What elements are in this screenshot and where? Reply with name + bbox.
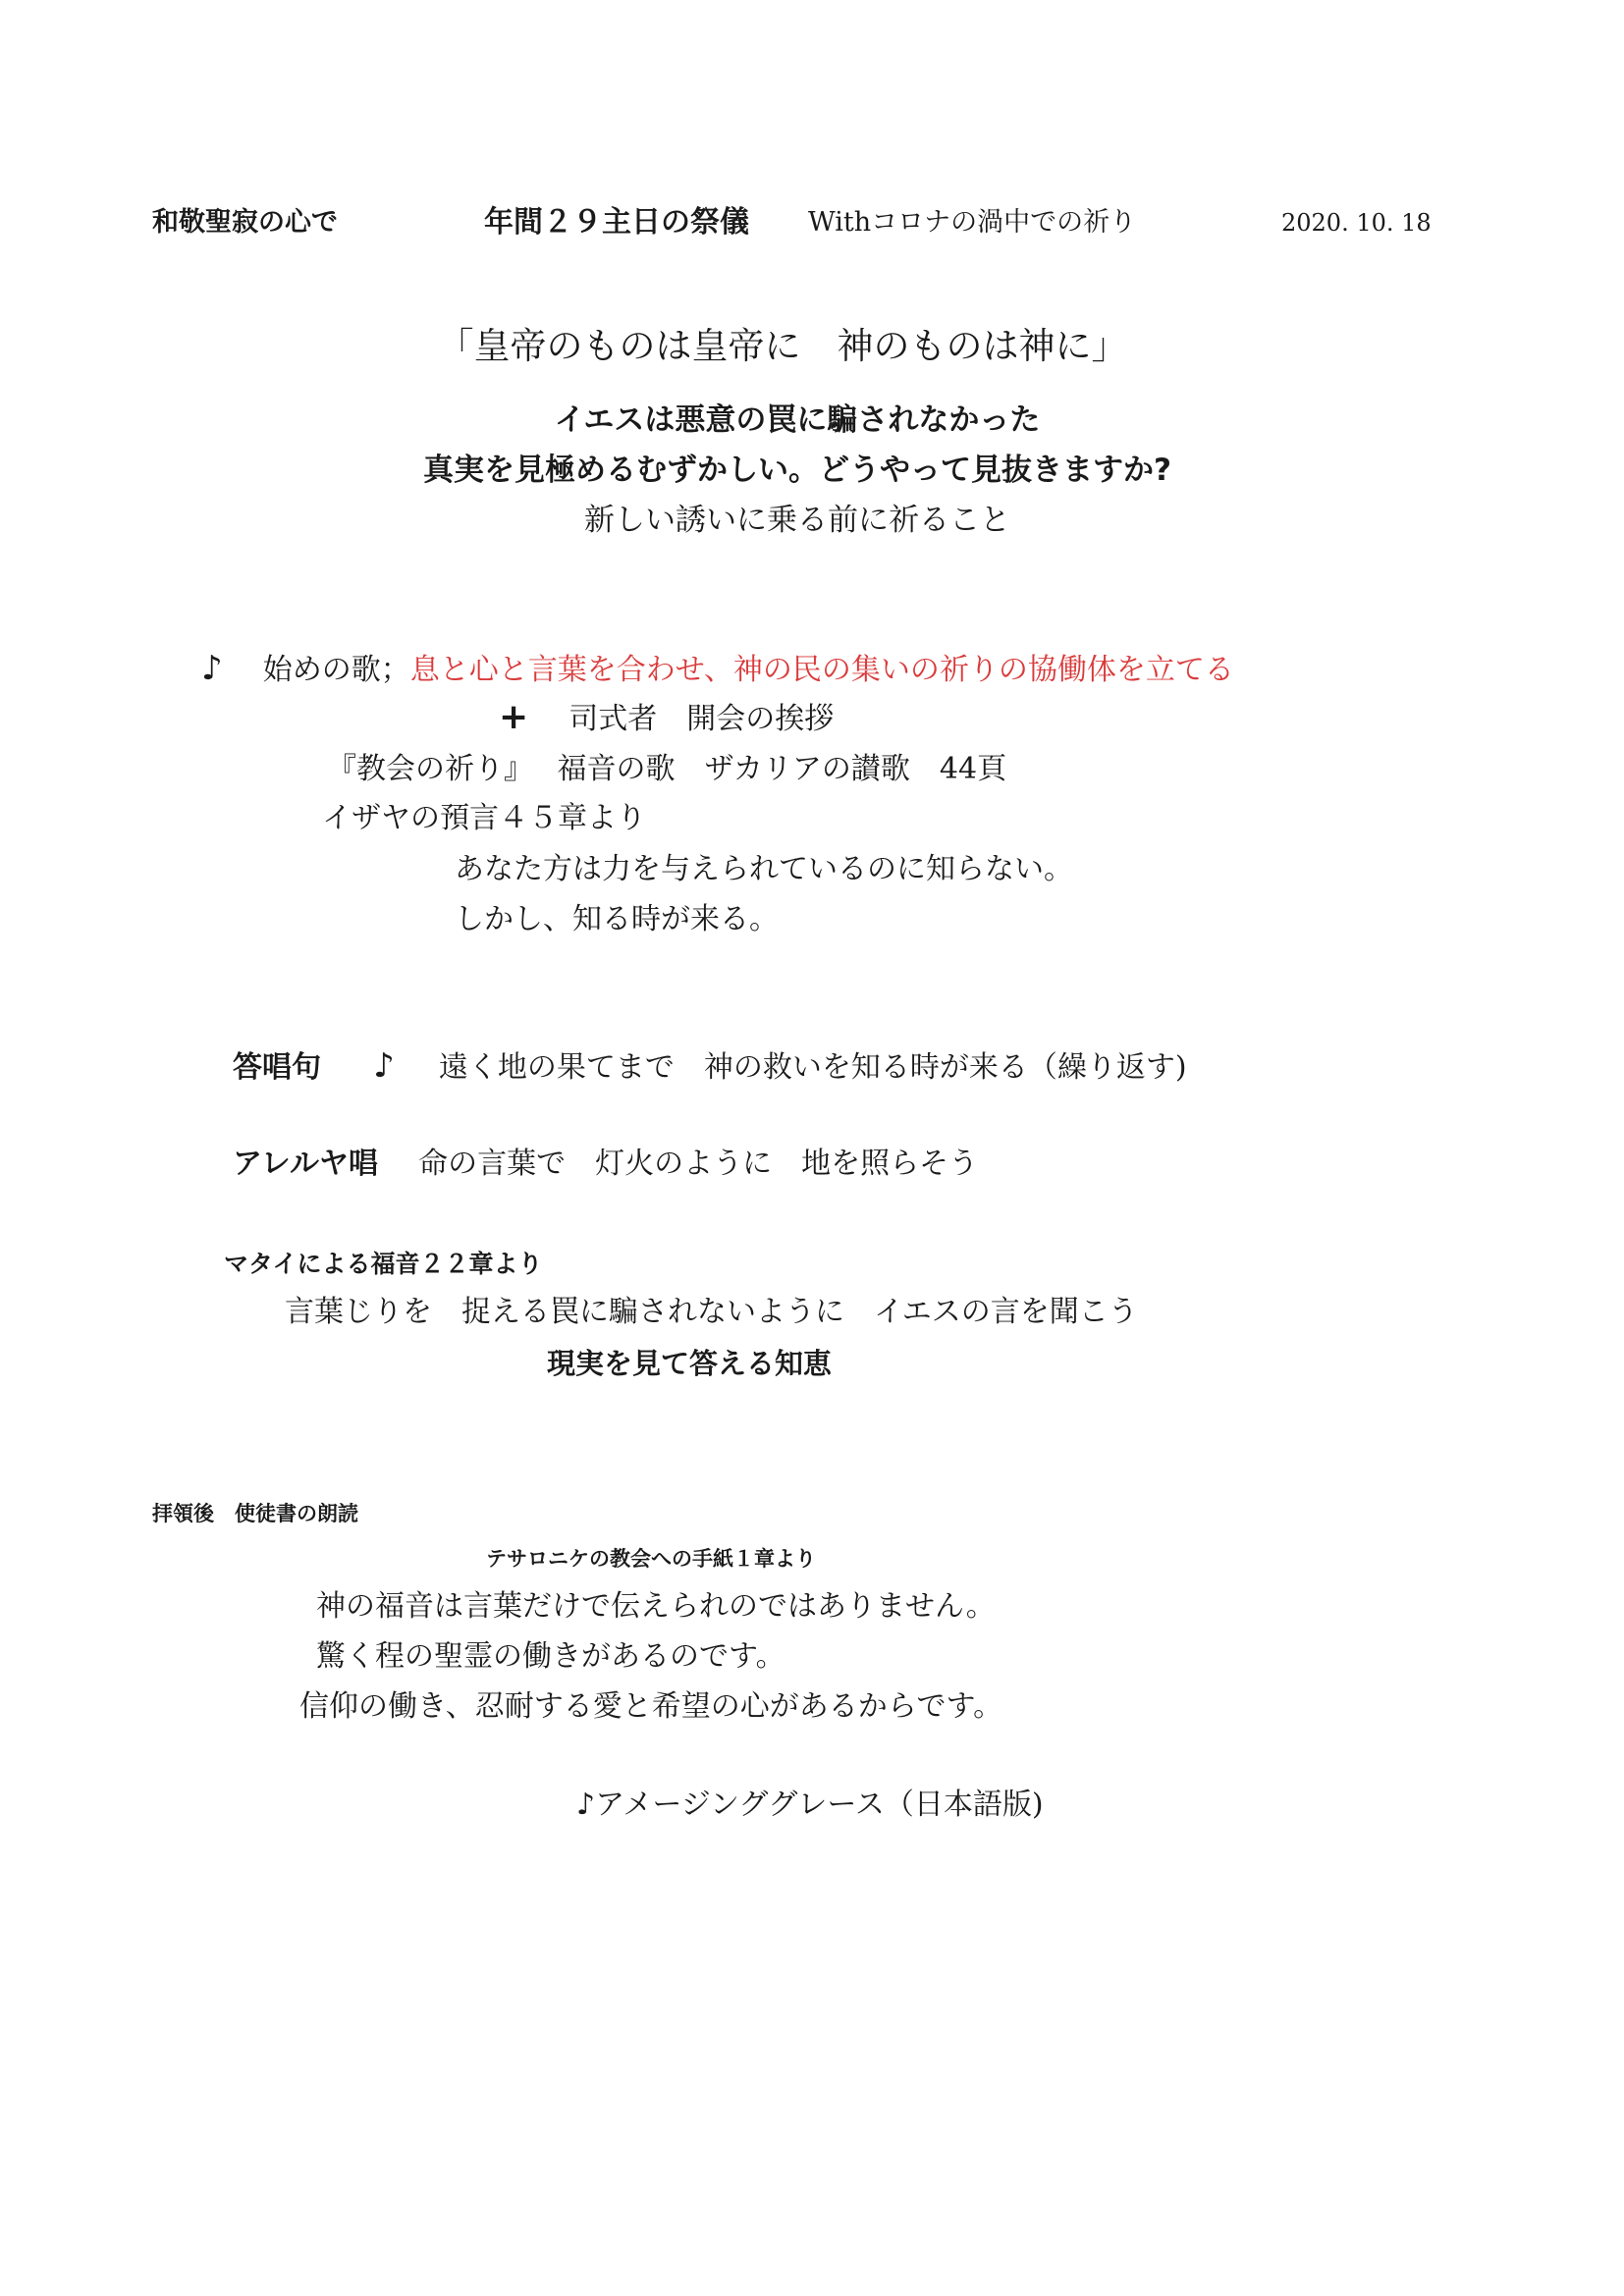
first-reading-line-2: しかし、知る時が来る。 (455, 902, 779, 936)
cross-icon: + (499, 697, 529, 737)
alleluia-label: アレルヤ唱 (233, 1147, 379, 1181)
communion-line-1: 神の福音は言葉だけで伝えられのではありません。 (316, 1589, 996, 1624)
responsorial-psalm (233, 1047, 1187, 1087)
music-note-icon: ♪ (201, 649, 223, 688)
communion-source: テサロニケの教会への手紙１章より (486, 1547, 816, 1571)
alleluia-text: 命の言葉で 灯火のように 地を照らそう (418, 1147, 979, 1181)
header-title: 年間２９主日の祭儀 (484, 205, 749, 240)
header-left: 和敬聖寂の心で (152, 207, 338, 238)
gospel-source: マタイによる福音２２章より (224, 1250, 543, 1278)
opening-label: 始めの歌； (262, 653, 410, 687)
gospel-line-2: 現実を見て答える知恵 (547, 1347, 833, 1380)
subtitle-line-3: 新しい誘いに乗る前に祈ること (584, 503, 1010, 538)
music-note-icon: ♪ (373, 1046, 395, 1086)
alleluia (233, 1146, 978, 1183)
header-subtitle: Withコロナの渦中での祈り (808, 207, 1137, 238)
opening-text-2: 神の民の集いの祈りの協働体を立てる (732, 653, 1234, 687)
first-reading-source: イザヤの預言４５章より (322, 801, 646, 835)
header-date: 2020. 10. 18 (1281, 209, 1432, 237)
greeting (499, 699, 834, 738)
canticle-line: 『教会の祈り』 福音の歌 ザカリアの讃歌 44頁 (327, 752, 1007, 786)
first-reading-line-1: あなた方は力を与えられているのに知らない。 (455, 852, 1073, 886)
responsorial-text: 遠く地の果てまで 神の救いを知る時が来る（繰り返す) (438, 1050, 1187, 1085)
communion-line-2: 驚く程の聖霊の働きがあるのです。 (316, 1639, 785, 1674)
page-title: 「皇帝のものは皇帝に 神のものは神に」 (437, 325, 1128, 367)
opening-text-1: 息と心と言葉を合わせ、 (409, 653, 733, 687)
opening-song (201, 650, 1234, 689)
responsorial-label: 答唱句 (233, 1050, 321, 1085)
gospel-line-1: 言葉じりを 捉える罠に騙されないように イエスの言を聞こう (285, 1295, 1138, 1329)
subtitle-line-1: イエスは悪意の罠に騙されなかった (554, 402, 1041, 438)
greeting-text: 司式者 開会の挨拶 (568, 702, 835, 736)
subtitle-line-2: 真実を見極めるむずかしい。どうやって見抜きますか? (423, 453, 1171, 488)
communion-label: 拝領後 使徒書の朗読 (152, 1502, 358, 1525)
communion-line-3: 信仰の働き、忍耐する愛と希望の心があるからです。 (299, 1689, 1003, 1724)
closing-song: ♪アメージンググレース（日本語版) (576, 1788, 1044, 1822)
